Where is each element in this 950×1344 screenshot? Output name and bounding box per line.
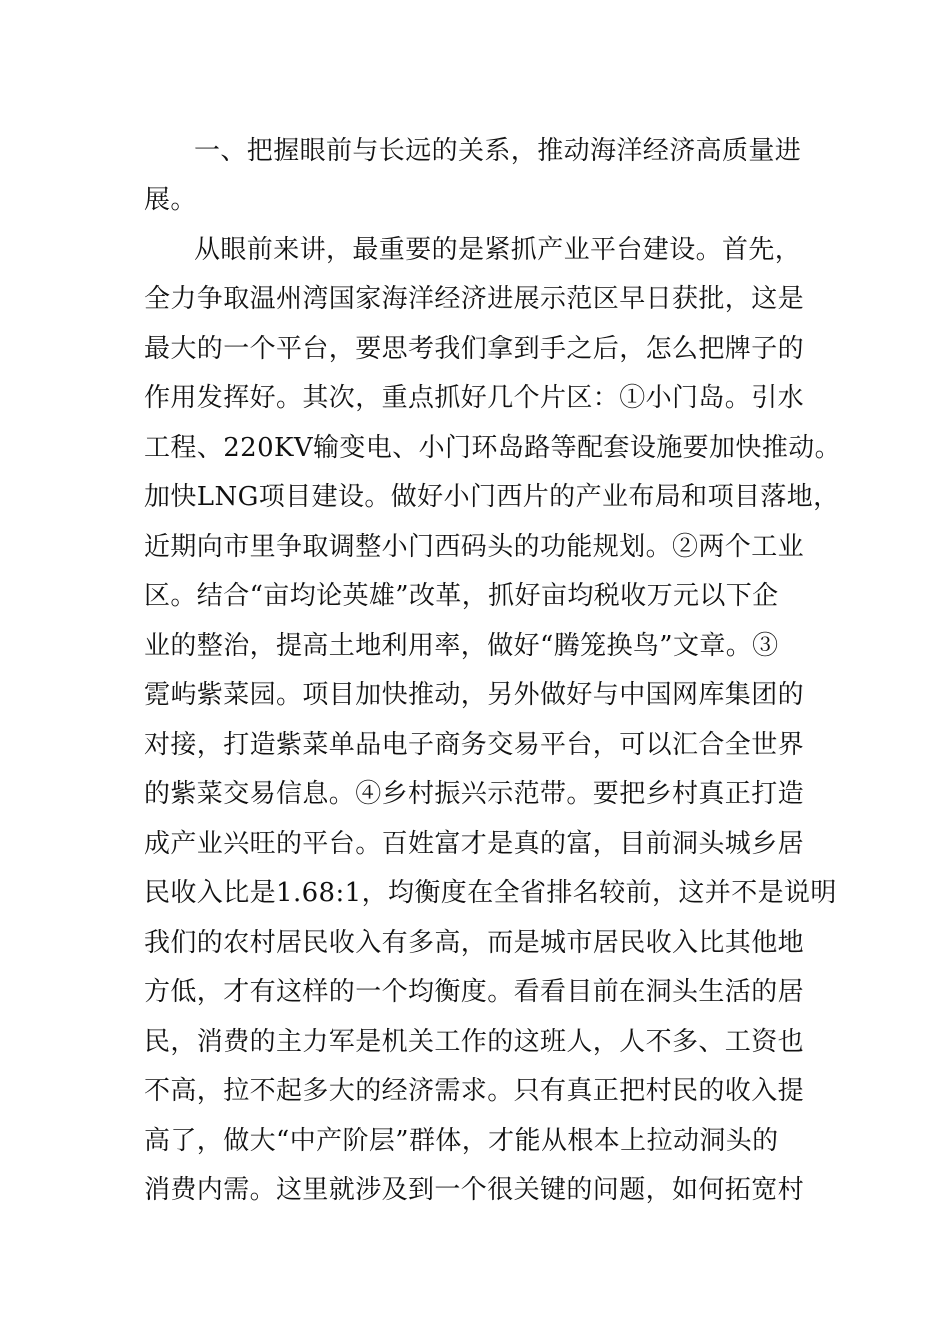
paragraph-line: 霓屿紫菜园。项目加快推动，另外做好与中国网库集团的 [144,680,805,710]
paragraph-line: 业的整治，提高土地利用率，做好“腾笼换鸟”文章。③ [144,631,779,661]
paragraph-line: 全力争取温州湾国家海洋经济进展示范区早日获批，这是 [144,284,805,314]
paragraph-line: 民，消费的主力军是机关工作的这班人，人不多、工资也 [144,1027,805,1057]
paragraph-line: 高了，做大“中产阶层”群体，才能从根本上拉动洞头的 [144,1126,779,1156]
paragraph-line: 近期向市里争取调整小门西码头的功能规划。②两个工业 [144,532,805,562]
paragraph-line: 民收入比是1.68:1，均衡度在全省排名较前，这并不是说明 [144,878,837,908]
paragraph-line: 消费内需。这里就涉及到一个很关键的问题，如何拓宽村 [144,1175,805,1205]
heading-line-1: 一、把握眼前与长远的关系，推动海洋经济高质量进 [194,136,802,166]
paragraph-line: 的紫菜交易信息。④乡村振兴示范带。要把乡村真正打造 [144,779,805,809]
paragraph-line: 加快LNG项目建设。做好小门西片的产业布局和项目落地， [144,482,840,512]
paragraph-line: 区。结合“亩均论英雄”改革，抓好亩均税收万元以下企 [144,581,779,611]
paragraph-line: 成产业兴旺的平台。百姓富才是真的富，目前洞头城乡居 [144,829,805,859]
paragraph-line: 我们的农村居民收入有多高，而是城市居民收入比其他地 [144,928,805,958]
paragraph-line: 工程、220KV输变电、小门环岛路等配套设施要加快推动。 [144,433,842,463]
paragraph-line: 方低，才有这样的一个均衡度。看看目前在洞头生活的居 [144,977,805,1007]
paragraph-line: 从眼前来讲，最重要的是紧抓产业平台建设。首先， [194,235,802,265]
paragraph-line: 作用发挥好。其次，重点抓好几个片区：①小门岛。引水 [144,383,805,413]
heading-line-2: 展。 [144,185,197,215]
paragraph-line: 最大的一个平台，要思考我们拿到手之后，怎么把牌子的 [144,334,805,364]
paragraph-line: 对接，打造紫菜单品电子商务交易平台，可以汇合全世界 [144,730,805,760]
paragraph-line: 不高，拉不起多大的经济需求。只有真正把村民的收入提 [144,1076,805,1106]
